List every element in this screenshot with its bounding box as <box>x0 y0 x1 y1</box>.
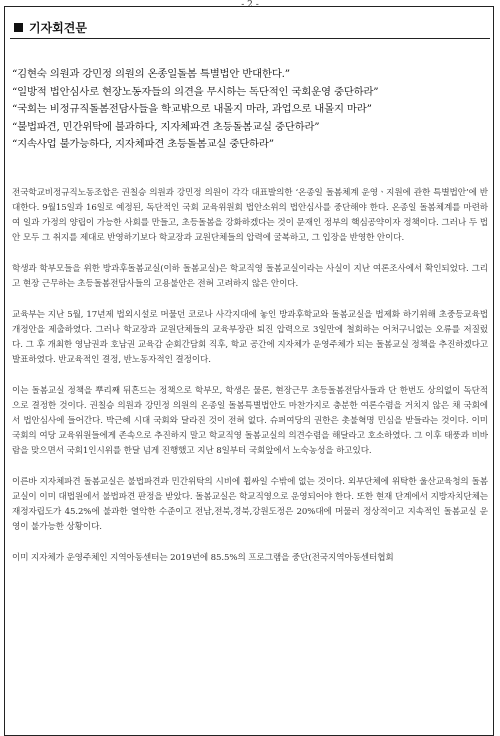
headline: “일방적 법안심사로 현장노동자들의 의견을 무시하는 독단적인 국회운영 중단하라” <box>12 85 379 98</box>
page-number: - 2 - <box>241 0 259 10</box>
paragraph: 이는 돌봄교실 정책을 뿌리째 뒤흔드는 정책으로 학부모, 학생은 물론, 현장근무 초등돌봄전담사들과 단 한번도 상의없이 독단적으로 결정한 것이다. 권칠승 의원과 강민정 의원의 온종일 돌봄특별법안도 마찬가지로 충분한 여론수렴을 거치지 않은 채 국회에서 법안심사에 들어간다. 박근혜 시대 국회와 달라진 것이 전혀 없다. 슈퍼여당의 권한은 촛불혁명 민심을 받들라는 것이다. 이미 국회의 여당 교육위원들에게 존속으로 추진하지 말고 학교직영 돌봄교실의 의견수렴을 해달라고 호소하였다. 그 이후 태풍과 비바람을 맞으면서 국회1인시위를 한달 넘게 진행했고 지난 8일부터 국회앞에서 노숙농성을 하고있다. <box>12 386 488 456</box>
headline-list <box>12 66 488 154</box>
header-divider <box>10 38 490 39</box>
paragraph: 교육부는 지난 5월, 17년제 법외시설로 머물던 코로나 사각지대에 놓인 방과후학교와 돌봄교실을 법제화 하기위해 초중등교육법개정안을 제출하였다. 그러나 학교장과 교원단체들의 교육부장관 퇴진 압력으로 3일만에 철회하는 어처구니없는 오류를 저질렀다. 그 후 개최한 영남권과 호남권 교육감 순회간담회 직후, 학교 공간에 지자체가 운영주체가 되는 돌봄교실 정책을 추진하겠다고 발표하였다. 반교육적인 결정, 반노동자적인 결정이다. <box>12 310 488 365</box>
paragraph: 이미 지자체가 운영주체인 지역아동센터는 2019년에 85.5%의 프로그램을 중단(전국지역아동센터협회 <box>12 553 394 563</box>
headline: “불법파견, 민간위탁에 불과하다, 지자체파견 초등돌봄교실 중단하라” <box>12 120 320 133</box>
paragraph: 전국학교비정규직노동조합은 권칠승 의원과 강민정 의원이 각각 대표발의한 ‘온종일 돌봄체계 운영ㆍ지원에 관한 특별법안’에 반대한다. 9월15일과 16일로 예정된, 독단적인 국회 교육위원회 법안소위의 법안심사를 중단해야 한다. 온종일 돌봄체계를 마련하여 일과 가정의 양립이 가능한 사회를 만들고, 초등돌봄을 강화하겠다는 것이 문재인 정부의 핵심공약이자 정책이다. 그러나 두 법안 모두 그 취지를 제대로 반영하기보다 학교장과 교원단체들의 압력에 굴복하고, 그 입장을 반영한 안이다. <box>12 188 488 243</box>
square-bullet-icon <box>14 23 23 32</box>
headline: “국회는 비정규직돌봄전담사들을 학교밖으로 내몰지 마라, 과업으로 내몰지 마라” <box>12 103 372 116</box>
section-title: 기자회견문 <box>29 21 87 35</box>
headline: “김현숙 의원과 강민정 의원의 온종일돌봄 특별법안 반대한다.” <box>12 68 290 80</box>
headline: “지속사업 불가능하다, 지자체파견 초등돌봄교실 중단하라” <box>12 138 274 151</box>
section-header <box>14 19 87 36</box>
body-text <box>12 186 488 582</box>
paragraph: 이른바 지자체파견 돌봄교실은 불법파견과 민간위탁의 시비에 휩싸일 수밖에 없는 것이다. 외부단체에 위탁한 울산교육청의 돌봄교실이 이미 대법원에서 불법파견 판정을 받았다. 돌봄교실은 학교직영으로 운영되어야 한다. 또한 현재 단계에서 지방자치단체는 재정자립도가 45.2%에 불과한 열악한 수준이고 전남,전북,경북,강원도정은 20%대에 머물러 정상적이고 지속적인 돌봄교실 운영이 불가능한 상황이다. <box>12 477 488 532</box>
paragraph: 학생과 학부모들을 위한 방과후돌봄교실(이하 돌봄교실)은 학교직영 돌봄교실이라는 사실이 지난 여론조사에서 확인되었다. 그리고 현장 근무하는 초등돌봄전담사들의 고용불안은 전혀 고려하지 않은 안이다. <box>12 264 488 289</box>
